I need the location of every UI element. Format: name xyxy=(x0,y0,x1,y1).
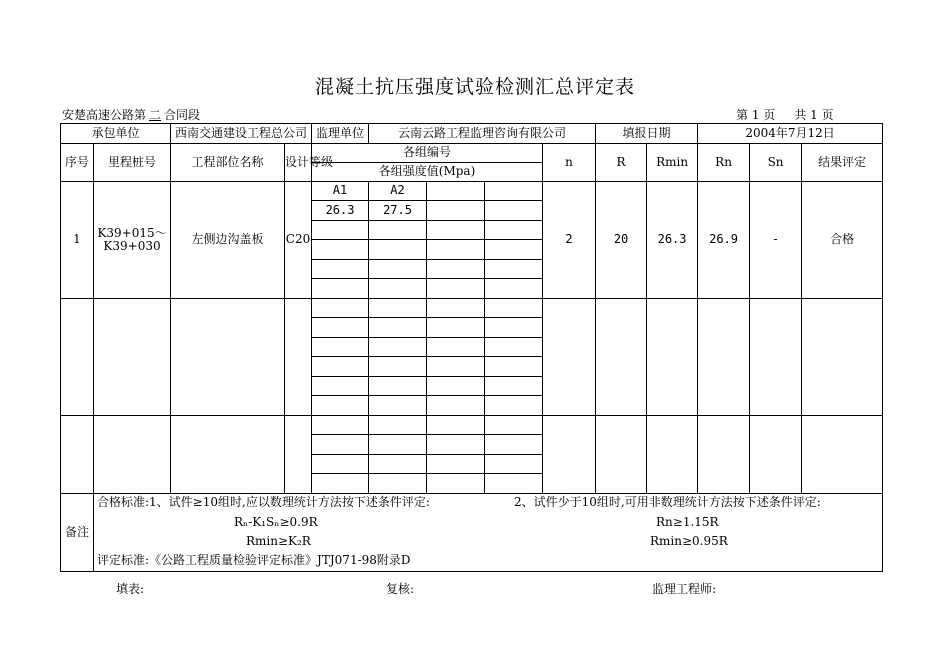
record-station: K39+015～ K39+030 xyxy=(94,182,171,299)
page-title: 混凝土抗压强度试验检测汇总评定表 xyxy=(314,76,635,98)
standard-left: 合格标准:1、试件≥10组时,应以数理统计方法按下述条件评定: xyxy=(97,495,430,509)
col-group-strength: 各组强度值(Mpa) xyxy=(312,163,543,182)
notes-body xyxy=(94,494,883,572)
group-id-a1: A1 xyxy=(312,182,369,201)
group-id-a2: A2 xyxy=(369,182,427,201)
record-Sn: - xyxy=(750,182,802,299)
col-grade: 设计等级 xyxy=(285,144,312,182)
col-n: n xyxy=(543,144,596,182)
col-Rn: Rn xyxy=(698,144,750,182)
supervisor-value: 云南云路工程监理咨询有限公司 xyxy=(369,124,596,144)
strength-a1: 26.3 xyxy=(312,201,369,221)
col-Sn: Sn xyxy=(750,144,802,182)
date-label: 填报日期 xyxy=(596,124,698,144)
formula-l2: Rmin≥K₂R xyxy=(246,534,311,548)
col-result: 结果评定 xyxy=(802,144,883,182)
col-R: R xyxy=(596,144,647,182)
sig-fill: 填表: xyxy=(116,582,145,596)
strength-a2: 27.5 xyxy=(369,201,427,221)
record-result: 合格 xyxy=(802,182,883,299)
record-n: 2 xyxy=(543,182,596,299)
col-station: 里程桩号 xyxy=(94,144,171,182)
date-value: 2004年7月12日 xyxy=(698,124,883,144)
eval-standard: 评定标准:《公路工程质量检验评定标准》JTJ071-98附录D xyxy=(97,553,411,567)
col-part: 工程部位名称 xyxy=(171,144,285,182)
record-Rn: 26.9 xyxy=(698,182,750,299)
sig-review: 复核: xyxy=(386,582,415,596)
sig-engineer: 监理工程师: xyxy=(652,582,717,596)
contractor-label: 承包单位 xyxy=(61,124,171,144)
notes-label: 备注 xyxy=(61,494,94,572)
record-part: 左侧边沟盖板 xyxy=(171,182,285,299)
formula-l1: Rₙ-K₁Sₙ≥0.9R xyxy=(234,515,318,529)
record-R: 20 xyxy=(596,182,647,299)
page-info: 第 1 页 共 1 页 xyxy=(736,108,834,122)
supervisor-label: 监理单位 xyxy=(312,124,369,144)
evaluation-table xyxy=(60,123,883,572)
col-seq: 序号 xyxy=(61,144,94,182)
record-Rmin: 26.3 xyxy=(647,182,698,299)
table-row xyxy=(61,182,883,201)
formula-r1: Rn≥1.15R xyxy=(656,515,719,529)
project-section: 安楚高速公路第 二 合同段 xyxy=(62,108,201,122)
record-grade: C20 xyxy=(285,182,312,299)
formula-r2: Rmin≥0.95R xyxy=(650,534,728,548)
contractor-value: 西南交通建设工程总公司 xyxy=(171,124,312,144)
record-seq: 1 xyxy=(61,182,94,299)
col-group-no: 各组编号 xyxy=(312,144,543,163)
standard-right: 2、试件少于10组时,可用非数理统计方法按下述条件评定: xyxy=(514,495,821,509)
section-number: 二 xyxy=(149,108,162,122)
col-Rmin: Rmin xyxy=(647,144,698,182)
